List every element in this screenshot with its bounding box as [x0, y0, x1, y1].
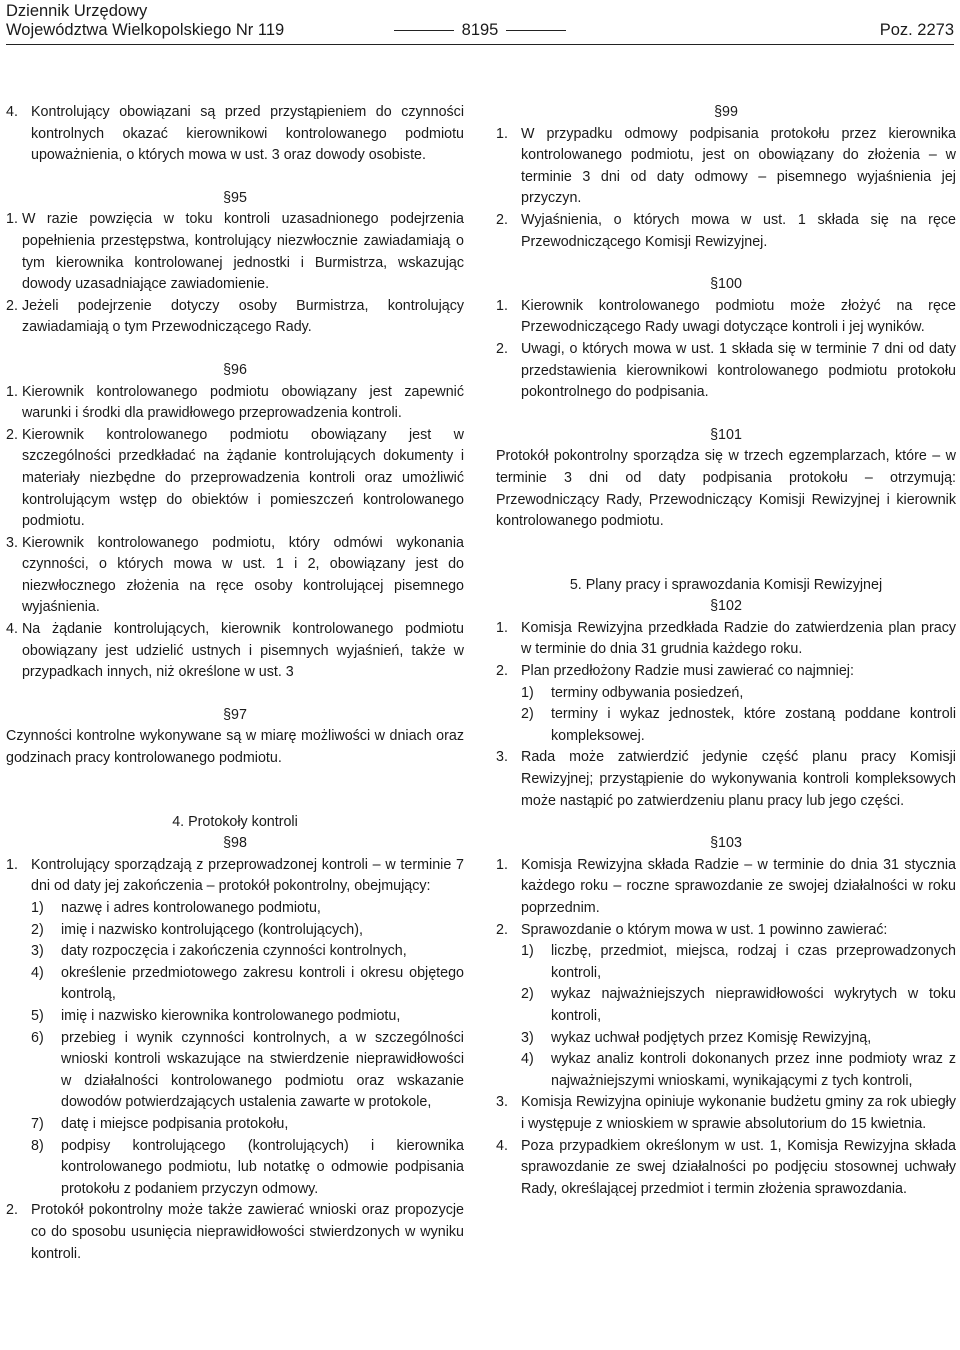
list-item	[31, 1006, 464, 1028]
item-number: 3)	[31, 943, 44, 960]
section-title-96: §96	[223, 361, 247, 378]
paragraph-item	[6, 619, 464, 684]
section-title-98: §98	[223, 835, 247, 852]
item-text: W przypadku odmowy podpisania protokołu przez kierownika kontrolowanego podmiotu, jest on obowiązany do złożenia – w terminie 3 dni od daty odmowy – pisemnego wyjaśnienia jej przyczyn.	[521, 125, 956, 207]
item-text: Kierownik kontrolowanego podmiotu obowiązany jest zapewnić warunki i środki dla prawidłowego przeprowadzenia kontroli.	[21, 383, 464, 422]
paragraph-item	[6, 855, 464, 898]
list-item	[521, 1028, 956, 1050]
item-number: 2)	[521, 706, 534, 723]
item-text: określenie przedmiotowego zakresu kontroli i okresu objętego kontrolą,	[61, 964, 464, 1003]
dash-divider	[394, 30, 454, 31]
item-number: 2)	[31, 921, 44, 938]
item-text: nazwę i adres kontrolowanego podmiotu,	[61, 900, 321, 916]
item-text: przebieg i wynik czynności kontrolnych, a w szczególności wnioski kontroli wskazujące na stwierdzenie nieprawidłowości w działalności kontrolowanego podmiotu oraz wskazanie dowodów potwierdzających ustalenia zawarte w protokole,	[61, 1029, 464, 1111]
section-title-100: §100	[710, 276, 742, 293]
list-item	[31, 920, 464, 942]
list-item	[521, 683, 956, 705]
item-number: 1.	[6, 211, 18, 228]
item-text: daty rozpoczęcia i zakończenia czynności kontrolnych,	[61, 943, 407, 960]
paragraph-item	[6, 533, 464, 619]
left-column	[6, 102, 464, 1265]
right-column	[496, 102, 956, 1200]
list-item	[31, 941, 464, 963]
item-text: Kierownik kontrolowanego podmiotu, który odmówi wykonania czynności, o których mowa w ust. 1 i 2, obowiązany jest do niezwłocznego złożenia na ręce osoby kontrolującej pisemnego wyjaśnienia.	[21, 534, 464, 616]
item-number: 5)	[31, 1007, 44, 1024]
item-number: 2.	[496, 921, 508, 938]
item-number: 1.	[496, 619, 508, 636]
item-text: Jeżeli podejrzenie dotyczy osoby Burmistrza, kontrolujący zawiadamiają o tym Przewodniczącego Rady.	[21, 297, 464, 336]
section-title-102: §102	[710, 598, 742, 615]
paragraph-item	[496, 1092, 956, 1135]
item-text: imię i nazwisko kierownika kontrolowanego podmiotu,	[61, 1007, 401, 1024]
item-number: 2.	[6, 426, 18, 443]
list-item	[521, 984, 956, 1027]
item-text: Kierownik kontrolowanego podmiotu może złożyć na ręce Przewodniczącego Rady uwagi dotyczące kontroli i jej wyników.	[521, 297, 956, 336]
paragraph-item	[496, 124, 956, 210]
list-item	[31, 1028, 464, 1114]
item-text: Protokół pokontrolny może także zawierać wnioski oraz propozycje co do sposobu usunięcia nieprawidłowości stwierdzonych w wyniku kontroli.	[31, 1202, 464, 1262]
item-text: datę i miejsce podpisania protokołu,	[61, 1115, 289, 1132]
item-text: Na żądanie kontrolujących, kierownik kontrolowanego podmiotu obowiązany jest udzielić ustnych i pisemnych wyjaśnień, także w przypadkach innych, niż określone w ust. 3	[21, 621, 464, 681]
paragraph-item	[496, 920, 956, 942]
chapter-heading: 5. Plany pracy i sprawozdania Komisji Rewizyjnej	[569, 576, 883, 593]
item-text: Kontrolujący obowiązani są przed przystąpieniem do czynności kontrolnych okazać kierownikowi kontrolowanego podmiotu upoważnienia, o których mowa w ust. 3 oraz dowody osobiste.	[31, 104, 464, 164]
item-number: 4.	[6, 104, 18, 120]
paragraph-item	[6, 209, 464, 295]
paragraph-item	[496, 747, 956, 812]
item-text: Plan przedłożony Radzie musi zawierać co najmniej:	[521, 663, 854, 680]
item-number: 2.	[6, 1202, 18, 1219]
journal-title: Dziennik Urzędowy	[6, 2, 148, 20]
item-text: wykaz uchwał podjętych przez Komisję Rewizyjną,	[551, 1029, 872, 1046]
item-number: 4)	[31, 964, 44, 981]
item-number: 2.	[6, 297, 18, 314]
chapter-heading: 4. Protokoły kontroli	[172, 813, 298, 830]
item-number: 1.	[496, 297, 508, 314]
paragraph-item	[6, 425, 464, 533]
list-item	[521, 704, 956, 747]
item-text: terminy odbywania posiedzeń,	[551, 684, 744, 701]
item-text: wykaz najważniejszych nieprawidłowości wykrytych w toku kontroli,	[551, 986, 956, 1024]
item-text: Kontrolujący sporządzają z przeprowadzonej kontroli – w terminie 7 dni od daty jej zakończenia – protokół pokontrolny, obejmujący:	[31, 856, 464, 895]
item-number: 1)	[521, 684, 534, 701]
paragraph-item	[496, 339, 956, 404]
item-text: imię i nazwisko kontrolującego (kontrolujących),	[61, 921, 363, 938]
list-item	[31, 898, 464, 920]
list-item	[31, 1114, 464, 1136]
page-number	[6, 21, 954, 40]
item-number: 6)	[31, 1029, 44, 1046]
item-number: 2.	[496, 211, 508, 228]
list-item	[521, 1049, 956, 1092]
item-number: 2.	[496, 340, 508, 357]
page-number-text: 8195	[461, 21, 499, 39]
position-number: Poz. 2273	[879, 21, 954, 39]
item-number: 4.	[496, 1137, 508, 1154]
paragraph-item	[496, 855, 956, 920]
paragraph-item	[496, 210, 956, 253]
item-text: Rada może zatwierdzić jedynie część planu pracy Komisji Rewizyjnej; przystąpienie do wykonywania kontroli kompleksowych może nastąpić po zatwierdzeniu planu pracy lub jego części.	[521, 749, 956, 809]
item-text: Poza przypadkiem określonym w ust. 1, Komisja Rewizyjna składa sprawozdanie ze swej działalności po podjęciu stosownej uchwały Rady, określającej przedmiot i termin złożenia sprawozdania.	[521, 1137, 956, 1197]
item-number: 1.	[6, 383, 18, 400]
item-number: 1)	[521, 943, 534, 960]
item-number: 4)	[521, 1051, 534, 1068]
item-number: 4.	[6, 621, 18, 638]
item-number: 1.	[496, 125, 508, 142]
item-text: Kierownik kontrolowanego podmiotu obowiązany jest w szczególności przedkładać na żądanie kontrolujących dokumenty i materiały niezbędne do przeprowadzenia kontroli oraz umożliwić kontrolującym wstęp do obiektów i pomieszczeń kontrolowanego podmiotu.	[21, 426, 464, 530]
item-text: Komisja Rewizyjna składa Radzie – w terminie do dnia 31 stycznia każdego roku – roczne sprawozdanie ze swojej działalności w roku poprzednim.	[521, 856, 956, 916]
page-header	[6, 0, 954, 45]
item-text: terminy i wykaz jednostek, które zostaną poddane kontroli kompleksowej.	[551, 706, 956, 744]
section-title-99: §99	[714, 104, 738, 120]
item-number: 8)	[31, 1137, 44, 1154]
journal-issue: Województwa Wielkopolskiego Nr 119	[6, 21, 285, 39]
section-title-101: §101	[710, 426, 742, 443]
list-item	[31, 963, 464, 1006]
item-number: 2)	[521, 986, 534, 1003]
paragraph-item	[6, 1200, 464, 1265]
item-text: Sprawozdanie o którym mowa w ust. 1 powinno zawierać:	[521, 921, 888, 938]
paragraph-text: Protokół pokontrolny sporządza się w trzech egzemplarzach, które – w terminie 3 dni od daty podpisania protokołu – otrzymują: Przewodniczący Rady, Przewodniczący Komisji Rewizyjnej i kierownik kontrolowanego podmiotu.	[496, 448, 956, 530]
item-text: wykaz analiz kontroli dokonanych przez inne podmioty wraz z najważniejszymi wnioskami, wynikającymi z tych kontroli,	[551, 1051, 956, 1089]
section-title-95: §95	[223, 189, 247, 206]
item-text: Komisja Rewizyjna opiniuje wykonanie budżetu gminy za rok ubiegły i występuje z wnioskiem w sprawie absolutorium do 15 kwietnia.	[521, 1094, 956, 1132]
item-number: 2.	[496, 663, 508, 680]
paragraph-item	[496, 1136, 956, 1201]
paragraph-item	[496, 661, 956, 683]
item-text: Wyjaśnienia, o których mowa w ust. 1 składa się na ręce Przewodniczącego Komisji Rewizyjnej.	[521, 211, 956, 250]
item-text: podpisy kontrolującego (kontrolujących) i kierownika kontrolowanego podmiotu, lub notatkę o odmowie podpisania protokołu z podaniem przyczyn odmowy.	[61, 1137, 464, 1197]
item-text: Komisja Rewizyjna przedkłada Radzie do zatwierdzenia plan pracy w terminie do dnia 31 grudnia każdego roku.	[521, 619, 956, 658]
item-text: Uwagi, o których mowa w ust. 1 składa się w terminie 7 dni od daty przedstawienia kierownikowi kontrolowanego podmiotu protokołu pokontrolnego do podpisania.	[521, 340, 956, 401]
section-title-97: §97	[223, 706, 247, 723]
item-text: W razie powzięcia w toku kontroli uzasadnionego podejrzenia popełnienia przestępstwa, kontrolujący niezwłocznie zawiadamiają o tym kierownika kontrolowanej jednostki i Burmistrza, wskazując dowody uzasadniające zawiadomienie.	[21, 211, 464, 293]
item-number: 3)	[521, 1029, 534, 1046]
item-number: 3.	[496, 1094, 508, 1111]
section-title-103: §103	[710, 835, 742, 852]
list-item	[521, 941, 956, 984]
item-number: 3.	[496, 749, 508, 766]
paragraph-item	[496, 618, 956, 661]
paragraph-item	[6, 102, 464, 167]
item-number: 1)	[31, 900, 44, 916]
paragraph-item	[496, 296, 956, 339]
item-number: 1.	[6, 856, 18, 873]
item-number: 3.	[6, 534, 18, 551]
item-number: 1.	[496, 856, 508, 873]
paragraph-item	[6, 296, 464, 339]
paragraph-item	[6, 382, 464, 425]
paragraph-text: Czynności kontrolne wykonywane są w miarę możliwości w dniach oraz godzinach pracy kontrolowanego podmiotu.	[6, 728, 464, 767]
item-text: liczbę, przedmiot, miejsca, rodzaj i czas przeprowadzonych kontroli,	[551, 943, 956, 981]
item-number: 7)	[31, 1115, 44, 1132]
dash-divider	[506, 30, 566, 31]
list-item	[31, 1136, 464, 1201]
